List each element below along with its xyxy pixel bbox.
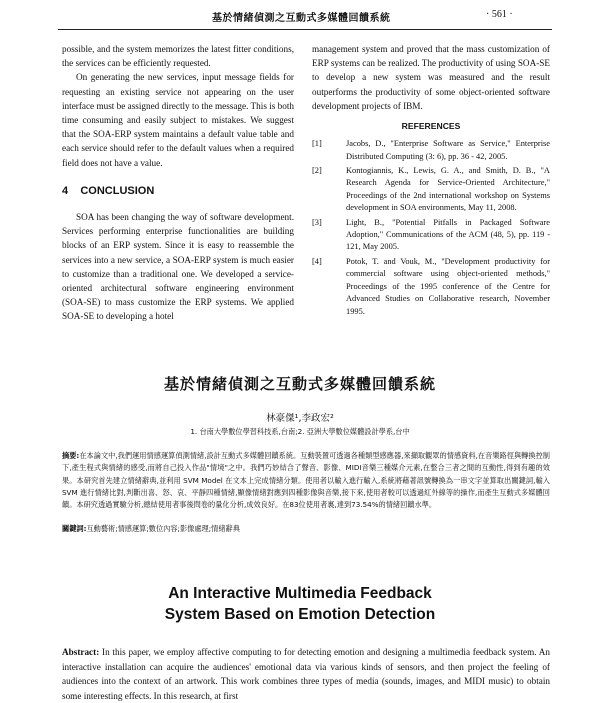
- english-title: [0, 583, 600, 625]
- reference-number: [1]: [312, 139, 322, 149]
- english-abstract-text: In this paper, we employ affective computing to for detecting emotion and designing a multimedia feedback system. An interactive installation can acquire the audiences' emotional data via various kinds of sensors, and then project the feeling of audiences into the context of an artwork. This work combines three types of media (sounds, images, and MIDI music) to obtain some interesting effects. In this research, at first: [62, 647, 550, 701]
- section-heading: [62, 184, 294, 198]
- reference-text: Kontogiannis, K., Lewis, G. A., and Smith, D. B., "A Research Agenda for Service-Oriented Architecture," Proceedings of the 2nd international workshop on Systems development in SOA environments, May 11, 2008.: [346, 166, 550, 213]
- chinese-keywords-label: 關鍵詞:: [62, 524, 87, 533]
- reference-number: [3]: [312, 217, 322, 227]
- section-title: CONCLUSION: [80, 184, 155, 197]
- chinese-authors: 林豪傑¹,李政宏²: [266, 413, 334, 424]
- left-paragraph-1: possible, and the system memorizes the latest fitter conditions, the services can be efficiently requested.: [62, 44, 294, 69]
- running-header: [0, 8, 600, 26]
- chinese-abstract: [62, 450, 550, 511]
- english-title-line-2: System Based on Emotion Detection: [164, 606, 436, 623]
- reference-text: Light, B., "Potential Pitfalls in Packaged Software Adoption," Communications of the ACM (48, 5), pp. 119 - 121, May 2005.: [346, 217, 550, 252]
- references-title: REFERENCES: [401, 121, 461, 132]
- reference-text: Potok, T. and Vouk, M., "Development productivity for commercial software using object-oriented methods," Proceedings of the 1995 conference of the Centre for Advanced Studies on Collaborative research, November 1995.: [346, 256, 550, 316]
- chinese-keywords: [62, 524, 550, 534]
- reference-item: [312, 165, 550, 215]
- header-rule: [58, 29, 552, 30]
- chinese-affiliations: 1. 台南大學數位學習科技系,台南;2. 亞洲大學數位媒體設計學系,台中: [190, 427, 410, 436]
- english-abstract: [62, 645, 550, 703]
- reference-number: [4]: [312, 256, 322, 266]
- english-title-line-1: An Interactive Multimedia Feedback: [168, 585, 432, 602]
- reference-text: Jacobs, D., "Enterprise Software as Service," Enterprise Distributed Computing (3: 6), pp. 36 - 42, 2005.: [346, 139, 550, 161]
- left-paragraph-3: SOA has been changing the way of software development. Services performing enterprise functionalities are building blocks of an ERP system. Since it is easy to reassemble the services into a new service, a SOA-ERP system is much easier to customize than a traditional one. We developed a service-oriented architectural software engineering environment (SOA-SE) to mass customize the ERP systems. We applied SOA-SE to developing a hotel: [62, 212, 294, 322]
- section-number: 4: [62, 184, 69, 197]
- chinese-abstract-label: 摘要:: [62, 451, 80, 460]
- left-column: [62, 42, 294, 324]
- right-column: [312, 42, 550, 320]
- reference-item: [312, 138, 550, 163]
- page-number: · 561 ·: [486, 9, 513, 20]
- chinese-title: 基於情緒偵測之互動式多媒體回饋系統: [163, 375, 436, 393]
- running-title: 基於情緒偵測之互動式多媒體回饋系統: [212, 13, 391, 24]
- chinese-keywords-text: 互動藝術;情感運算;數位內容;影像處理;情緒辭典: [86, 524, 240, 533]
- reference-item: [312, 217, 550, 254]
- reference-item: [312, 256, 550, 318]
- english-abstract-label: Abstract:: [62, 647, 100, 657]
- right-paragraph-1: management system and proved that the mass customization of ERP systems can be realized. The productivity of using SOA-SE to develop a new system was measured and the result outperforms the productivity of some object-oriented software development projects of IBM.: [312, 44, 550, 111]
- reference-number: [2]: [312, 166, 322, 176]
- chinese-abstract-text: 在本論文中,我們運用情感運算偵測情緒,設計互動式多媒體回饋系統。互動裝置可透過各種類型感應器,來擷取觀眾的情感資料,在音樂路徑與轉換控制下,產生程式與情緒的感受,而將自己投入作品"情境"之中。我們巧妙結合了聲音、影像、MIDI音樂三種媒介元素,在整合三者之間的互動性,得到有趣的效果。本研究首先建立情緒辭典,並利用 SVM Model 在文本上完成情緒分類。使用者以輸入進行輸入,系統將藉著訊號轉換為一串文字並算取出關鍵詞,輸入 SVM 進行情緒比對,判斷出喜、怒、哀、平靜四種情緒,顯像情緒對應到四種影像與音樂,接下來,使用者較可以透過紅外線等的操作,而產生互動式多媒體回饋。本研究透過實驗分析,總結使用者事後問卷的量化分析,成效良好。在83位使用者裏,達到73.54%的情緒回饋水準。: [62, 451, 550, 510]
- left-paragraph-2: On generating the new services, input message fields for requesting an existing service not appearing on the user interface must be assigned directly to the message. This is both time consuming and easily subject to mistakes. We suggest that the SOA-ERP system maintains a default value table and each service should refer to the default values when a required field does not have a value.: [62, 72, 294, 168]
